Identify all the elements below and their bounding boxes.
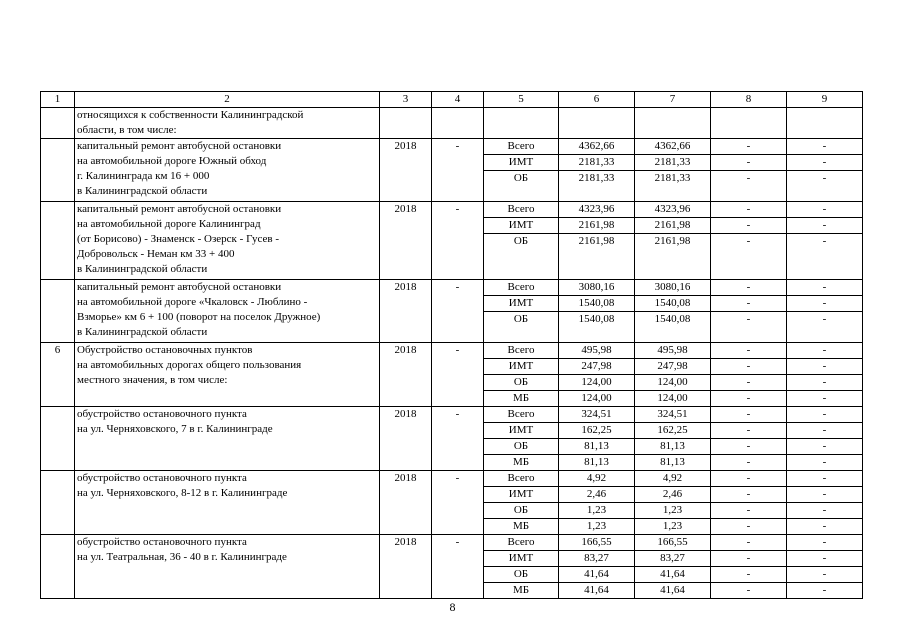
funding-source-cell: ОБ bbox=[484, 312, 559, 343]
description-line: Обустройство остановочных пунктов bbox=[77, 344, 253, 356]
dash-cell: - bbox=[711, 503, 787, 519]
amount-cell: 162,25 bbox=[559, 423, 635, 439]
amount-cell: 41,64 bbox=[559, 567, 635, 583]
row-number-cell bbox=[41, 471, 75, 535]
header-cell: 4 bbox=[432, 92, 484, 108]
funding-source-cell: Всего bbox=[484, 535, 559, 551]
funding-source-cell: ОБ bbox=[484, 567, 559, 583]
amount-cell: 124,00 bbox=[559, 391, 635, 407]
column-4-cell: - bbox=[432, 343, 484, 407]
year-cell: 2018 bbox=[380, 280, 432, 343]
description-cell bbox=[75, 343, 380, 407]
header-cell: 9 bbox=[787, 92, 863, 108]
empty-cell bbox=[787, 108, 863, 139]
description-cell bbox=[75, 280, 380, 343]
dash-cell: - bbox=[787, 471, 863, 487]
amount-cell: 2161,98 bbox=[559, 234, 635, 280]
amount-cell: 324,51 bbox=[635, 407, 711, 423]
funding-source-cell: МБ bbox=[484, 391, 559, 407]
amount-cell: 41,64 bbox=[559, 583, 635, 599]
dash-cell: - bbox=[787, 280, 863, 296]
amount-cell: 2161,98 bbox=[635, 234, 711, 280]
amount-cell: 1540,08 bbox=[559, 296, 635, 312]
dash-cell: - bbox=[711, 139, 787, 155]
amount-cell: 3080,16 bbox=[635, 280, 711, 296]
amount-cell: 124,00 bbox=[635, 375, 711, 391]
dash-cell: - bbox=[787, 139, 863, 155]
amount-cell: 2181,33 bbox=[559, 171, 635, 202]
funding-source-cell: ИМТ bbox=[484, 551, 559, 567]
empty-cell bbox=[484, 108, 559, 139]
funding-source-cell: ИМТ bbox=[484, 359, 559, 375]
dash-cell: - bbox=[787, 423, 863, 439]
dash-cell: - bbox=[711, 455, 787, 471]
description-line: капитальный ремонт автобусной остановки bbox=[77, 281, 282, 293]
funding-source-cell: ИМТ bbox=[484, 155, 559, 171]
column-4-cell: - bbox=[432, 139, 484, 202]
dash-cell: - bbox=[711, 423, 787, 439]
row-number-cell bbox=[41, 407, 75, 471]
table-row bbox=[41, 280, 863, 296]
year-cell: 2018 bbox=[380, 471, 432, 535]
description-line: местного значения, в том числе: bbox=[77, 374, 228, 386]
description-line: на ул. Черняховского, 8-12 в г. Калининграде bbox=[77, 487, 288, 499]
amount-cell: 1540,08 bbox=[635, 296, 711, 312]
amount-cell: 124,00 bbox=[559, 375, 635, 391]
table-row bbox=[41, 343, 863, 359]
dash-cell: - bbox=[711, 551, 787, 567]
header-row bbox=[41, 92, 863, 108]
table-row bbox=[41, 202, 863, 218]
dash-cell: - bbox=[711, 312, 787, 343]
column-4-cell: - bbox=[432, 202, 484, 280]
dash-cell: - bbox=[711, 234, 787, 280]
description-cell bbox=[75, 535, 380, 599]
year-cell: 2018 bbox=[380, 535, 432, 599]
amount-cell: 3080,16 bbox=[559, 280, 635, 296]
amount-cell: 495,98 bbox=[635, 343, 711, 359]
amount-cell: 41,64 bbox=[635, 567, 711, 583]
header-cell: 7 bbox=[635, 92, 711, 108]
header-cell: 3 bbox=[380, 92, 432, 108]
amount-cell: 166,55 bbox=[559, 535, 635, 551]
description-line: на автомобильной дороге «Чкаловск - Люблино - bbox=[77, 296, 308, 308]
amount-cell: 1,23 bbox=[635, 503, 711, 519]
empty-cell bbox=[380, 108, 432, 139]
amount-cell: 1540,08 bbox=[559, 312, 635, 343]
year-cell: 2018 bbox=[380, 343, 432, 407]
dash-cell: - bbox=[711, 280, 787, 296]
amount-cell: 247,98 bbox=[559, 359, 635, 375]
dash-cell: - bbox=[711, 359, 787, 375]
table-row bbox=[41, 471, 863, 487]
funding-source-cell: ОБ bbox=[484, 439, 559, 455]
dash-cell: - bbox=[711, 407, 787, 423]
header-cell: 1 bbox=[41, 92, 75, 108]
amount-cell: 4,92 bbox=[635, 471, 711, 487]
amount-cell: 1,23 bbox=[635, 519, 711, 535]
funding-source-cell: ИМТ bbox=[484, 296, 559, 312]
continuation-row bbox=[41, 108, 863, 139]
dash-cell: - bbox=[711, 171, 787, 202]
amount-cell: 1540,08 bbox=[635, 312, 711, 343]
funding-source-cell: ИМТ bbox=[484, 218, 559, 234]
dash-cell: - bbox=[711, 567, 787, 583]
description-line: в Калининградской области bbox=[77, 185, 208, 197]
funding-source-cell: ОБ bbox=[484, 375, 559, 391]
amount-cell: 324,51 bbox=[559, 407, 635, 423]
amount-cell: 83,27 bbox=[559, 551, 635, 567]
funding-source-cell: Всего bbox=[484, 280, 559, 296]
column-4-cell: - bbox=[432, 535, 484, 599]
dash-cell: - bbox=[711, 218, 787, 234]
amount-cell: 1,23 bbox=[559, 519, 635, 535]
table-row bbox=[41, 139, 863, 155]
dash-cell: - bbox=[711, 487, 787, 503]
amount-cell: 2181,33 bbox=[635, 155, 711, 171]
dash-cell: - bbox=[711, 296, 787, 312]
dash-cell: - bbox=[787, 296, 863, 312]
funding-source-cell: ОБ bbox=[484, 503, 559, 519]
amount-cell: 4362,66 bbox=[559, 139, 635, 155]
amount-cell: 41,64 bbox=[635, 583, 711, 599]
amount-cell: 124,00 bbox=[635, 391, 711, 407]
amount-cell: 2161,98 bbox=[559, 218, 635, 234]
description-line: обустройство остановочного пункта bbox=[77, 408, 247, 420]
funding-source-cell: МБ bbox=[484, 455, 559, 471]
dash-cell: - bbox=[711, 155, 787, 171]
header-cell: 8 bbox=[711, 92, 787, 108]
funding-source-cell: ОБ bbox=[484, 171, 559, 202]
empty-cell bbox=[711, 108, 787, 139]
year-cell: 2018 bbox=[380, 202, 432, 280]
description-cell bbox=[75, 108, 380, 139]
table-body bbox=[41, 92, 863, 599]
funding-source-cell: ИМТ bbox=[484, 423, 559, 439]
amount-cell: 4323,96 bbox=[635, 202, 711, 218]
dash-cell: - bbox=[711, 535, 787, 551]
description-cell bbox=[75, 407, 380, 471]
table-row bbox=[41, 407, 863, 423]
description-line: области, в том числе: bbox=[77, 124, 177, 136]
year-cell: 2018 bbox=[380, 407, 432, 471]
description-cell bbox=[75, 202, 380, 280]
amount-cell: 1,23 bbox=[559, 503, 635, 519]
amount-cell: 166,55 bbox=[635, 535, 711, 551]
dash-cell: - bbox=[711, 375, 787, 391]
description-line: Добровольск - Неман км 33 + 400 bbox=[77, 248, 235, 260]
column-4-cell: - bbox=[432, 280, 484, 343]
dash-cell: - bbox=[787, 202, 863, 218]
funding-source-cell: МБ bbox=[484, 519, 559, 535]
dash-cell: - bbox=[787, 171, 863, 202]
page-number: 8 bbox=[449, 600, 456, 614]
row-number-cell bbox=[41, 139, 75, 202]
description-line: (от Борисово) - Знаменск - Озерск - Гусев - bbox=[77, 233, 280, 245]
dash-cell: - bbox=[787, 455, 863, 471]
budget-table bbox=[40, 91, 863, 599]
amount-cell: 495,98 bbox=[559, 343, 635, 359]
amount-cell: 2181,33 bbox=[559, 155, 635, 171]
funding-source-cell: ОБ bbox=[484, 234, 559, 280]
row-number-cell: 6 bbox=[41, 343, 75, 407]
amount-cell: 2,46 bbox=[559, 487, 635, 503]
dash-cell: - bbox=[787, 312, 863, 343]
row-number-cell bbox=[41, 202, 75, 280]
dash-cell: - bbox=[787, 439, 863, 455]
dash-cell: - bbox=[787, 234, 863, 280]
empty-cell bbox=[635, 108, 711, 139]
amount-cell: 2161,98 bbox=[635, 218, 711, 234]
description-line: капитальный ремонт автобусной остановки bbox=[77, 203, 282, 215]
dash-cell: - bbox=[787, 359, 863, 375]
amount-cell: 81,13 bbox=[635, 439, 711, 455]
amount-cell: 83,27 bbox=[635, 551, 711, 567]
funding-source-cell: Всего bbox=[484, 407, 559, 423]
dash-cell: - bbox=[787, 535, 863, 551]
description-line: на автомобильной дороге Калининград bbox=[77, 218, 261, 230]
description-line: капитальный ремонт автобусной остановки bbox=[77, 140, 282, 152]
description-line: на ул. Театральная, 36 - 40 в г. Калининграде bbox=[77, 551, 287, 563]
column-4-cell: - bbox=[432, 471, 484, 535]
amount-cell: 81,13 bbox=[635, 455, 711, 471]
dash-cell: - bbox=[787, 567, 863, 583]
description-line: обустройство остановочного пункта bbox=[77, 536, 247, 548]
description-line: г. Калининграда км 16 + 000 bbox=[77, 170, 210, 182]
description-cell bbox=[75, 471, 380, 535]
row-number-cell bbox=[41, 535, 75, 599]
dash-cell: - bbox=[711, 519, 787, 535]
dash-cell: - bbox=[787, 487, 863, 503]
year-cell: 2018 bbox=[380, 139, 432, 202]
dash-cell: - bbox=[787, 503, 863, 519]
description-line: обустройство остановочного пункта bbox=[77, 472, 247, 484]
header-cell: 6 bbox=[559, 92, 635, 108]
description-line: на автомобильной дороге Южный обход bbox=[77, 155, 267, 167]
dash-cell: - bbox=[787, 218, 863, 234]
funding-source-cell: Всего bbox=[484, 343, 559, 359]
dash-cell: - bbox=[711, 439, 787, 455]
table-row bbox=[41, 535, 863, 551]
dash-cell: - bbox=[711, 202, 787, 218]
description-line: в Калининградской области bbox=[77, 326, 208, 338]
dash-cell: - bbox=[711, 343, 787, 359]
funding-source-cell: Всего bbox=[484, 202, 559, 218]
dash-cell: - bbox=[787, 375, 863, 391]
dash-cell: - bbox=[787, 407, 863, 423]
amount-cell: 247,98 bbox=[635, 359, 711, 375]
row-number-cell bbox=[41, 108, 75, 139]
dash-cell: - bbox=[787, 519, 863, 535]
dash-cell: - bbox=[711, 583, 787, 599]
amount-cell: 81,13 bbox=[559, 439, 635, 455]
amount-cell: 81,13 bbox=[559, 455, 635, 471]
amount-cell: 4362,66 bbox=[635, 139, 711, 155]
description-line: на автомобильных дорогах общего пользования bbox=[77, 359, 302, 371]
header-cell: 2 bbox=[75, 92, 380, 108]
amount-cell: 2181,33 bbox=[635, 171, 711, 202]
amount-cell: 2,46 bbox=[635, 487, 711, 503]
dash-cell: - bbox=[787, 551, 863, 567]
description-line: Взморье» км 6 + 100 (поворот на поселок Дружное) bbox=[77, 311, 321, 323]
header-cell: 5 bbox=[484, 92, 559, 108]
empty-cell bbox=[559, 108, 635, 139]
amount-cell: 4,92 bbox=[559, 471, 635, 487]
dash-cell: - bbox=[711, 391, 787, 407]
amount-cell: 162,25 bbox=[635, 423, 711, 439]
description-line: на ул. Черняховского, 7 в г. Калининграде bbox=[77, 423, 273, 435]
dash-cell: - bbox=[787, 155, 863, 171]
dash-cell: - bbox=[787, 343, 863, 359]
funding-source-cell: МБ bbox=[484, 583, 559, 599]
description-line: относящихся к собственности Калининградской bbox=[77, 109, 304, 121]
dash-cell: - bbox=[787, 391, 863, 407]
empty-cell bbox=[432, 108, 484, 139]
description-line: в Калининградской области bbox=[77, 263, 208, 275]
column-4-cell: - bbox=[432, 407, 484, 471]
funding-source-cell: ИМТ bbox=[484, 487, 559, 503]
amount-cell: 4323,96 bbox=[559, 202, 635, 218]
description-cell bbox=[75, 139, 380, 202]
funding-source-cell: Всего bbox=[484, 139, 559, 155]
dash-cell: - bbox=[787, 583, 863, 599]
funding-source-cell: Всего bbox=[484, 471, 559, 487]
row-number-cell bbox=[41, 280, 75, 343]
dash-cell: - bbox=[711, 471, 787, 487]
